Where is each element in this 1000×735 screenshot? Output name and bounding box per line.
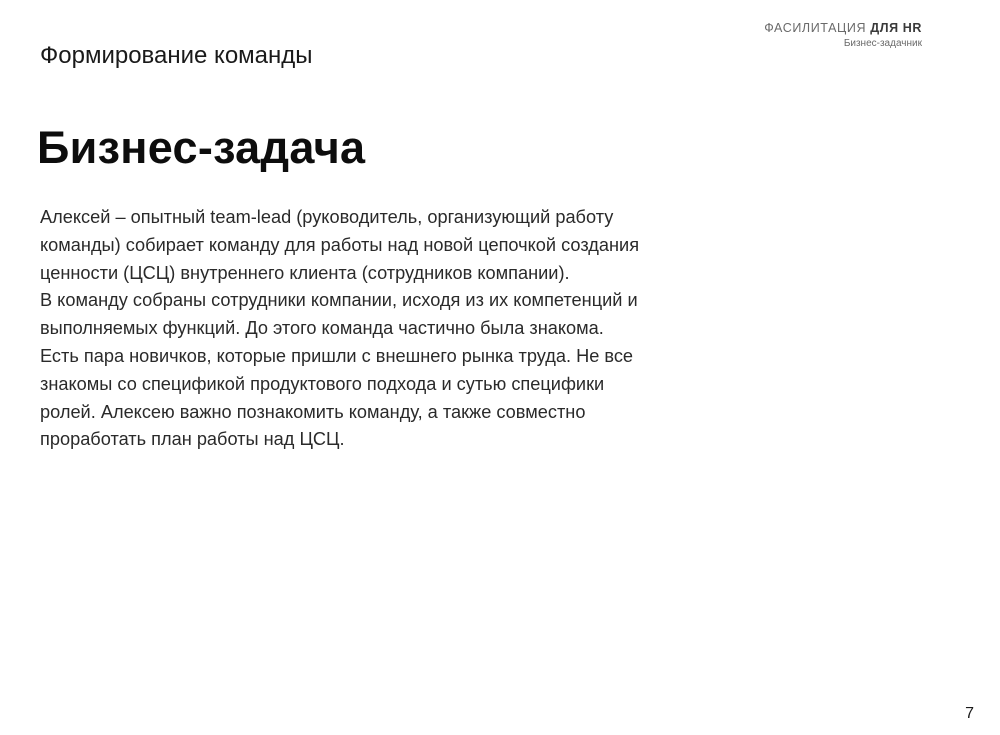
brand-light-text: ФАСИЛИТАЦИЯ — [764, 21, 867, 35]
case-description — [40, 204, 640, 454]
section-title: Формирование команды — [40, 42, 313, 69]
brand-label — [764, 20, 922, 36]
page-number: 7 — [965, 705, 974, 722]
header-subtitle: Бизнес-задачник — [843, 38, 922, 49]
page-title: Бизнес-задача — [37, 122, 366, 173]
header-branding — [764, 20, 922, 51]
paragraph-2: В команду собраны сотрудники компании, исходя из их компетенций и выполняемых функций. До этого команда частично была знакома. Есть пара новичков, которые пришли с внешнего рынка труда. Не все знакомы со спецификой продуктового подхода и сутью специфики ролей. Алексею важно познакомить команду, а также совместно проработать план работы над ЦСЦ. — [40, 290, 638, 450]
paragraph-1: Алексей – опытный team-lead (руководитель, организующий работу команды) собирает команду для работы над новой цепочкой создания ценности (ЦСЦ) внутреннего клиента (сотрудников компании). — [40, 207, 640, 283]
brand-bold-text: ДЛЯ HR — [870, 21, 922, 35]
